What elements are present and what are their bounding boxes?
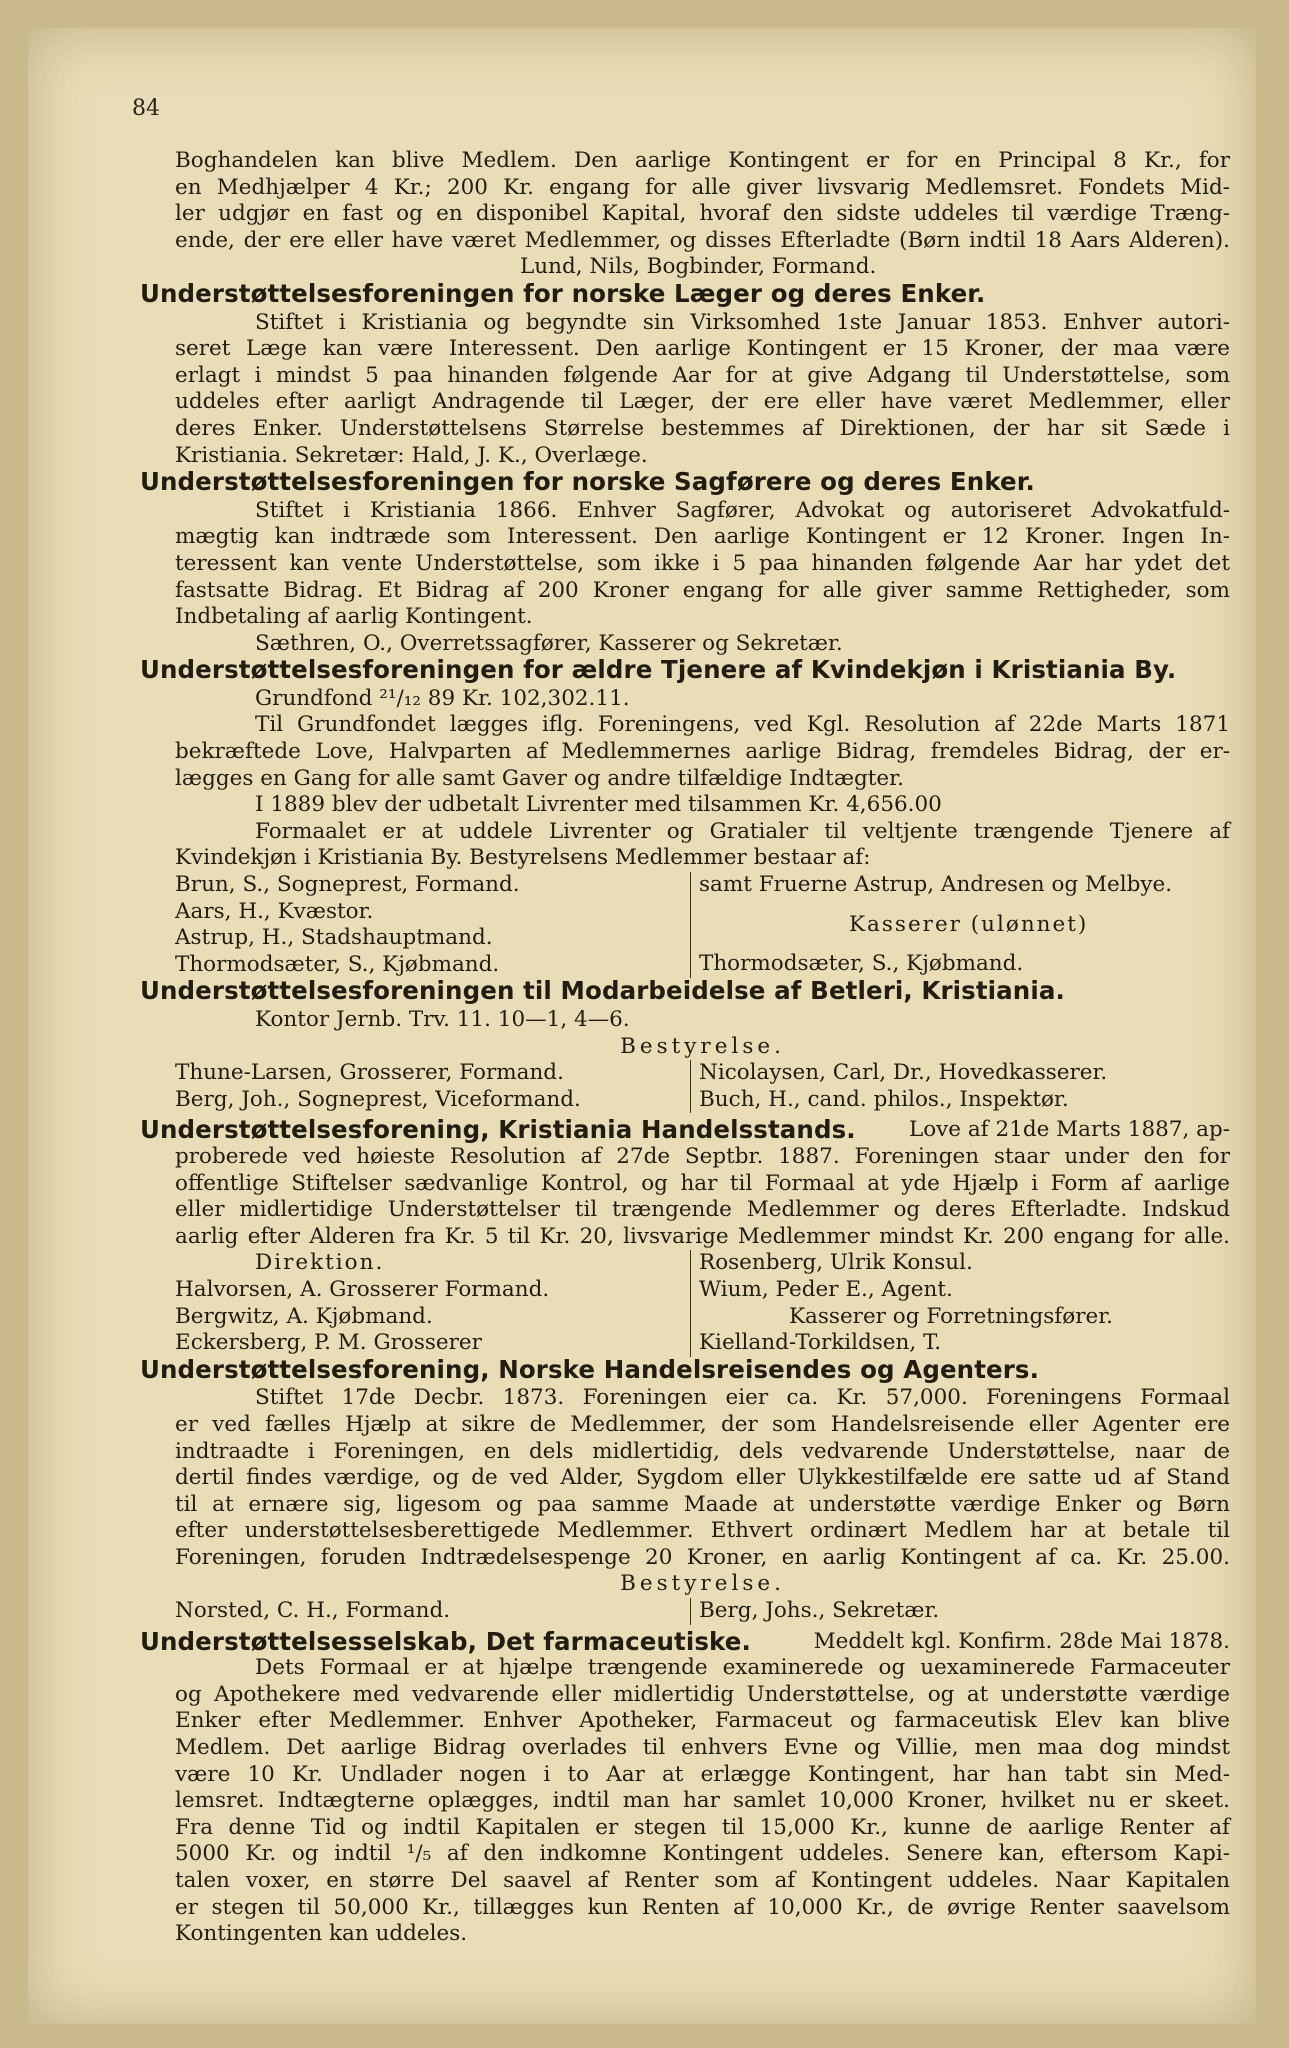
text-line: erlagt i mindst 5 paa hinanden følgende Aar for at give Adgang til Understøttelse, som bbox=[175, 362, 1230, 388]
section-heading: Understøttelsesforening, Kristiania Handelsstands. bbox=[140, 1115, 856, 1145]
text-line: Enker efter Medlemmer. Enhver Apotheker, Farmaceut og farmaceutisk Elev kan blive bbox=[175, 1708, 1230, 1734]
member: Brun, S., Sogneprest, Formand. bbox=[175, 872, 520, 898]
text-line: Indbetaling af aarlig Kontingent. bbox=[175, 604, 533, 630]
text-line: talen voxer, en større Del saavel af Renter som af Kontingent uddeles. Naar Kapitalen bbox=[175, 1868, 1230, 1893]
text-line: Meddelt kgl. Konfirm. 28de Mai 1878. bbox=[813, 1628, 1230, 1654]
text-line: Fra denne Tid og indtil Kapitalen er stegen til 15,000 Kr., kunne de aarlige Renter af bbox=[175, 1814, 1230, 1840]
text-line: Formaalet er at uddele Livrenter og Gratialer til veltjente trængende Tjenere af bbox=[255, 818, 1230, 844]
board-label: Direktion. bbox=[255, 1250, 385, 1276]
section-heading: Understøttelsesforeningen for norske Sagførere og deres Enker. bbox=[140, 467, 1035, 497]
section-heading: Understøttelsesforening, Norske Handelsreisendes og Agenters. bbox=[140, 1354, 1040, 1384]
text-line: offentlige Stiftelser sædvanlige Kontrol, og har til Formaal at yde Hjælp i Form af aarlige bbox=[175, 1170, 1230, 1196]
text-line: til at ernære sig, ligesom og paa samme Maade at understøtte værdige Enker og Børn bbox=[175, 1491, 1230, 1517]
text-line: proberede ved høieste Resolution af 27de Septbr. 1887. Foreningen staar under den for bbox=[175, 1143, 1230, 1169]
board-left bbox=[175, 1598, 690, 1625]
role-label: Kasserer og Forretningsfører. bbox=[789, 1303, 1113, 1329]
board-left bbox=[175, 872, 690, 978]
text-line: en Medhjælper 4 Kr.; 200 Kr. engang for alle giver livsvarig Medlemsret. Fondets Mid- bbox=[175, 174, 1230, 200]
member: Nicolaysen, Carl, Dr., Hovedkasserer. bbox=[699, 1060, 1108, 1086]
board-right bbox=[690, 1250, 1113, 1356]
text-line: Stiftet i Kristiania 1866. Enhver Sagfører, Advokat og autoriseret Advokatfuld- bbox=[255, 497, 1230, 523]
text-line: indtraadte i Foreningen, en dels midlertidig, dels vedvarende Understøttelse, naar de bbox=[175, 1438, 1230, 1464]
text-line: ler udgjør en fast og en disponibel Kapital, hvoraf den sidste uddeles til værdige Træng- bbox=[175, 201, 1230, 227]
text-line: Kvindekjøn i Kristiania By. Bestyrelsens Medlemmer bestaar af: bbox=[175, 845, 871, 871]
intro-paragraph bbox=[175, 148, 1230, 281]
text-line: dertil findes værdige, og de ved Alder, Sygdom eller Ulykkestilfælde ere satte ud af Stand bbox=[175, 1465, 1230, 1491]
office-line: Kontor Jernb. Trv. 11. 10—1, 4—6. bbox=[255, 1007, 630, 1032]
text-line: fastsatte Bidrag. Et Bidrag af 200 Kroner engang for alle giver samme Rettigheder, som bbox=[175, 577, 1230, 603]
text-line: lægges en Gang for alle samt Gaver og andre tilfældige Indtægter. bbox=[175, 765, 904, 791]
text-line: og Apothekere med vedvarende eller midlertidig Understøttelse, og at understøtte værdige bbox=[175, 1681, 1230, 1707]
text-line: eller midlertidige Understøttelser til trængende Medlemmer og deres Efterladte. Indskud bbox=[175, 1197, 1230, 1223]
member: Buch, H., cand. philos., Inspektør. bbox=[699, 1086, 1069, 1112]
page-body bbox=[140, 148, 1230, 1948]
text-line: er stegen til 50,000 Kr., tillægges kun Renten af 10,000 Kr., de øvrige Renter saavelsom bbox=[175, 1894, 1230, 1920]
board-label: Bestyrelse. bbox=[620, 1571, 785, 1597]
board-label: Bestyrelse. bbox=[620, 1033, 785, 1059]
section-heading-row bbox=[140, 1117, 1230, 1144]
text-line: Foreningen, foruden Indtrædelsespenge 20 Kroner, en aarlig Kontingent af ca. Kr. 25.00. bbox=[175, 1544, 1230, 1570]
page-number: 84 bbox=[132, 96, 160, 121]
signature-line: Sæthren, O., Overretssagfører, Kasserer og Sekretær. bbox=[255, 630, 843, 656]
board-right bbox=[690, 1060, 1107, 1113]
board-right bbox=[690, 872, 1172, 978]
member: Halvorsen, A. Grosserer Formand. bbox=[175, 1276, 550, 1302]
text-line: Stiftet i Kristiania og begyndte sin Virksomhed 1ste Januar 1853. Enhver autori- bbox=[255, 309, 1230, 335]
text-line: ende, der ere eller have været Medlemmer, og disses Efterladte (Børn indtil 18 Aars Alderen). bbox=[175, 227, 1230, 253]
text-line: Kontingenten kan uddeles. bbox=[175, 1921, 468, 1947]
member: Thormodsæter, S., Kjøbmand. bbox=[699, 951, 1024, 977]
text-line: 5000 Kr. og indtil ¹/₅ af den indkomne Kontingent uddeles. Senere kan, eftersom Kapi- bbox=[175, 1841, 1230, 1867]
text-line: teressent kan vente Understøttelse, som ikke i 5 paa hinanden følgende Aar har ydet det bbox=[175, 550, 1230, 576]
text-line: Love af 21de Marts 1887, ap- bbox=[908, 1117, 1230, 1143]
text-line: uddeles efter aarligt Andragende til Læger, der ere eller have været Medlemmer, eller bbox=[175, 389, 1230, 415]
member: Astrup, H., Stadshauptmand. bbox=[175, 925, 493, 951]
member: Kielland-Torkildsen, T. bbox=[699, 1330, 942, 1356]
board-columns bbox=[175, 1060, 1230, 1113]
board-left bbox=[175, 1060, 690, 1113]
text-line: Boghandelen kan blive Medlem. Den aarlige Kontingent er for en Principal 8 Kr., for bbox=[175, 148, 1230, 173]
text-line: lemsret. Indtægterne oplægges, indtil man har samlet 10,000 Kroner, hvilket nu er skeet. bbox=[175, 1788, 1230, 1814]
text-line: aarlig efter Alderen fra Kr. 5 til Kr. 20, livsvarige Medlemmer mindst Kr. 200 engang for alle. bbox=[175, 1223, 1230, 1249]
board-left bbox=[175, 1250, 690, 1356]
board-columns bbox=[175, 1250, 1230, 1356]
text-line: Stiftet 17de Decbr. 1873. Foreningen eier ca. Kr. 57,000. Foreningens Formaal bbox=[255, 1385, 1230, 1411]
text-line: er ved fælles Hjælp at sikre de Medlemmer, der som Handelsreisende eller Agenter ere bbox=[175, 1411, 1230, 1437]
text-line: bekræftede Love, Halvparten af Medlemmernes aarlige Bidrag, fremdeles Bidrag, der er- bbox=[175, 739, 1230, 765]
member: samt Fruerne Astrup, Andresen og Melbye. bbox=[699, 872, 1173, 898]
member: Bergwitz, A. Kjøbmand. bbox=[175, 1303, 433, 1329]
text-line: Dets Formaal er at hjælpe trængende examinerede og uexaminerede Farmaceuter bbox=[255, 1655, 1230, 1681]
board-columns bbox=[175, 1598, 1230, 1625]
board-right bbox=[690, 1598, 939, 1625]
member: Thune-Larsen, Grosserer, Formand. bbox=[175, 1060, 564, 1086]
text-line: mægtig kan indtræde som Interessent. Den aarlige Kontingent er 12 Kroner. Ingen In- bbox=[175, 524, 1230, 550]
section-heading: Understøttelsesselskab, Det farmaceutiske. bbox=[140, 1626, 751, 1656]
signature-line: Lund, Nils, Bogbinder, Formand. bbox=[520, 254, 877, 280]
section-heading: Understøttelsesforeningen for ældre Tjenere af Kvindekjøn i Kristiania By. bbox=[140, 655, 1177, 685]
text-line: I 1889 blev der udbetalt Livrenter med tilsammen Kr. 4,656.00 bbox=[255, 792, 942, 818]
text-line: Medlem. Det aarlige Bidrag overlades til enhvers Evne og Villie, men maa dog mindst bbox=[175, 1735, 1230, 1761]
text-line: Kristiania. Sekretær: Hald, J. K., Overlæge. bbox=[175, 442, 648, 468]
member: Thormodsæter, S., Kjøbmand. bbox=[175, 951, 500, 977]
member: Wium, Peder E., Agent. bbox=[699, 1276, 953, 1302]
text-line: deres Enker. Understøttelsens Størrelse bestemmes af Direktionen, der har sit Sæde i bbox=[175, 415, 1230, 441]
member: Eckersberg, P. M. Grosserer bbox=[175, 1330, 482, 1356]
member: Berg, Johs., Sekretær. bbox=[699, 1598, 940, 1624]
member: Aars, H., Kvæstor. bbox=[175, 898, 374, 924]
board-columns bbox=[175, 872, 1230, 978]
member: Norsted, C. H., Formand. bbox=[175, 1598, 451, 1624]
text-line: være 10 Kr. Undlader nogen i to Aar at erlægge Kontingent, har han tabt sin Med- bbox=[175, 1761, 1230, 1787]
section-heading: Understøttelsesforeningen for norske Læger og deres Enker. bbox=[140, 278, 986, 308]
text-line: Til Grundfondet lægges iflg. Foreningens, ved Kgl. Resolution af 22de Marts 1871 bbox=[255, 712, 1230, 738]
role-label: Kasserer (ulønnet) bbox=[849, 911, 1089, 937]
text-line: efter understøttelsesberettigede Medlemmer. Ethvert ordinært Medlem har at betale til bbox=[175, 1518, 1230, 1544]
section-heading-row bbox=[140, 1626, 1230, 1656]
text-line: seret Læge kan være Interessent. Den aarlige Kontingent er 15 Kroner, der maa være bbox=[175, 336, 1230, 362]
section-heading: Understøttelsesforeningen til Modarbeidelse af Betleri, Kristiania. bbox=[140, 976, 1065, 1006]
member: Berg, Joh., Sogneprest, Viceformand. bbox=[175, 1086, 581, 1112]
fund-line: Grundfond ²¹/₁₂ 89 Kr. 102,302.11. bbox=[255, 685, 630, 711]
member: Rosenberg, Ulrik Konsul. bbox=[699, 1250, 973, 1276]
